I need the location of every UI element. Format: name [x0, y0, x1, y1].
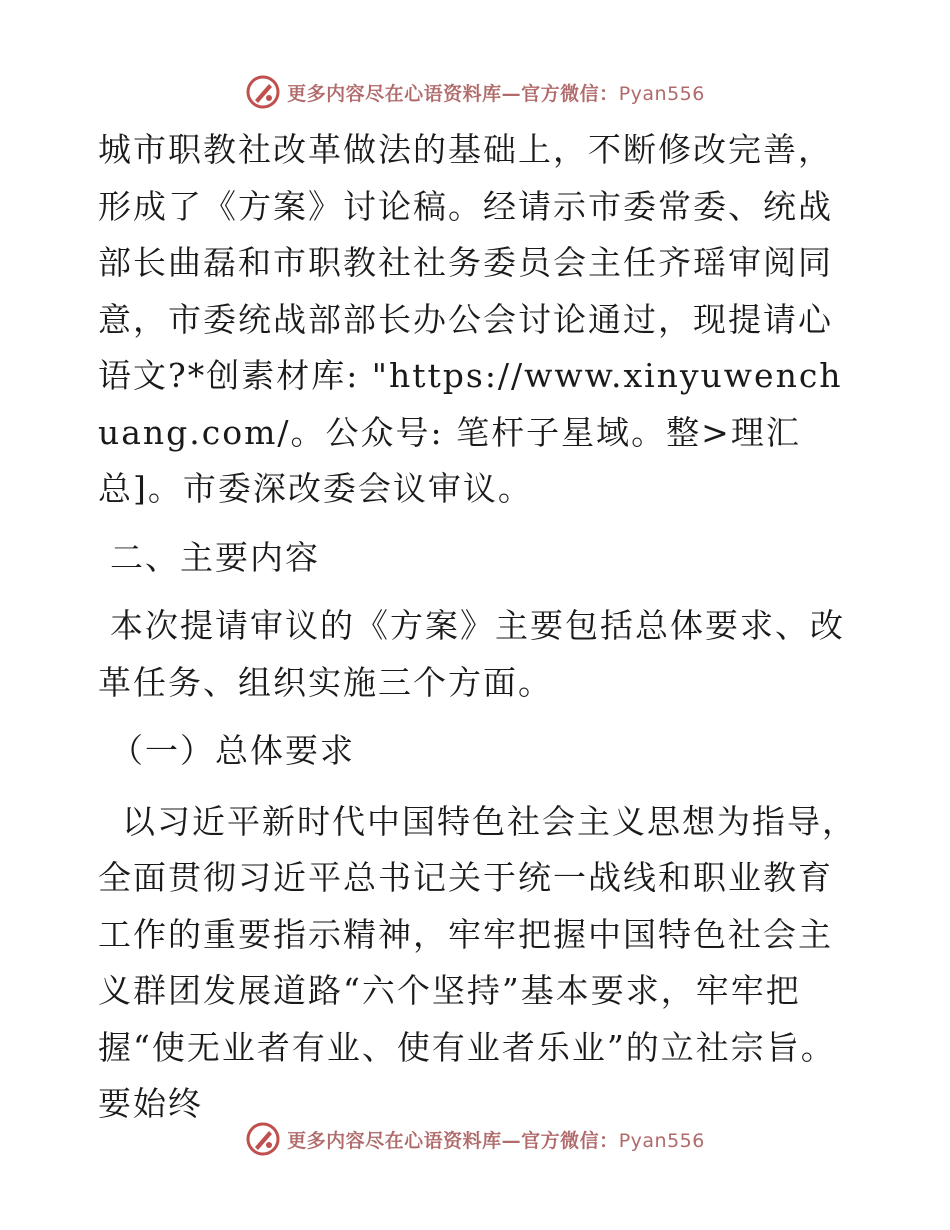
paragraph: 城市职教社改革做法的基础上，不断修改完善，形成了《方案》讨论稿。经请示市委常委、统战部长曲磊和市职教社社务委员会主任齐瑶审阅同意，市委统战部部长办公会讨论通过，现提请心语文?*创素材库: "https://www.xinyuwenchuang.com/。公众号: 笔杆子星域。整>理汇总]。市委深改委会议审议。: [98, 130, 843, 508]
paragraph: 本次提请审议的《方案》主要包括总体要求、改革任务、组织实施三个方面。: [98, 606, 845, 702]
watermark-text: 更多内容尽在心语资料库—官方微信：Pyan556: [287, 1129, 705, 1152]
section-heading: 二、主要内容: [110, 537, 320, 577]
subsection-heading: （一）总体要求: [110, 731, 355, 770]
footer-watermark: [0, 1117, 950, 1161]
paragraph: 以习近平新时代中国特色社会主义思想为指导， 全面贯彻习近平总书记关于统一战线和职业教育工作的重要指示精神，牢牢把握中国特色社会主义群团发展道路“六个坚持”基本要求，牢牢把握“使无业者有业、使有业者乐业”的立社宗旨。要始终: [98, 801, 857, 1123]
pen-logo-icon: [245, 1121, 281, 1157]
watermark-text: 更多内容尽在心语资料库—官方微信：Pyan556: [287, 82, 705, 105]
header-watermark: [0, 70, 950, 114]
pen-logo-icon: [245, 74, 281, 110]
document-body: [98, 122, 858, 1133]
